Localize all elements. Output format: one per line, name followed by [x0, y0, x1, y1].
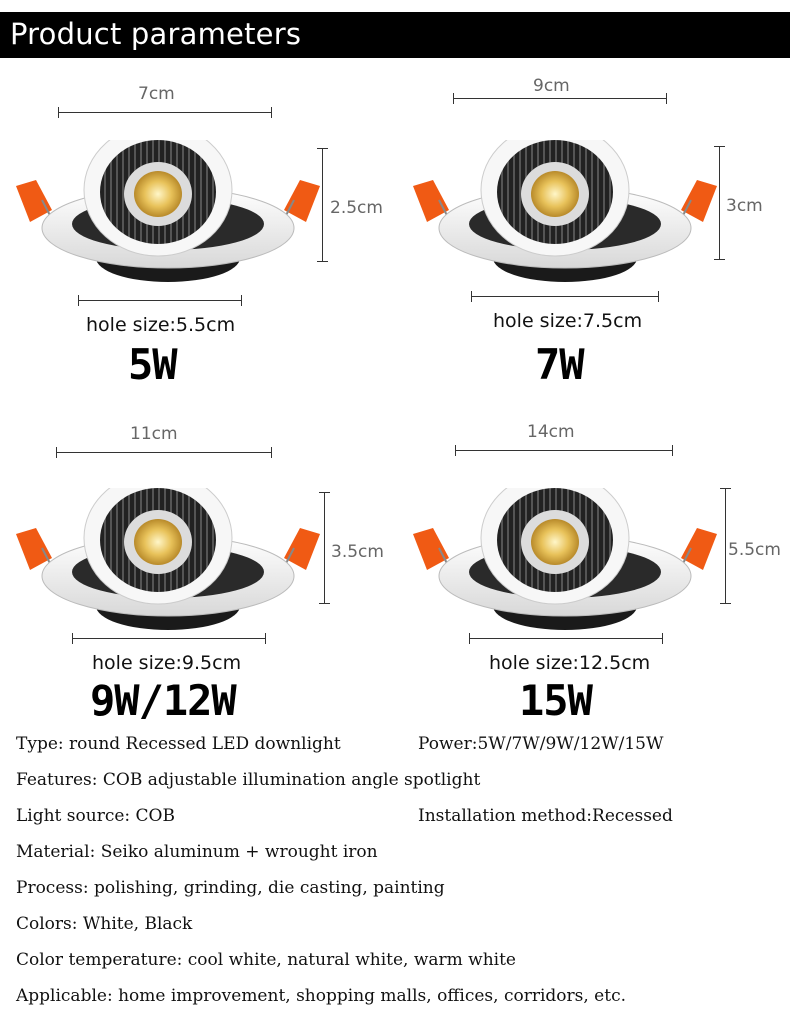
spec-applicable: Applicable: home improvement, shopping malls, offices, corridors, etc. — [16, 986, 626, 1006]
downlight-image — [405, 140, 725, 290]
height-dimension-line — [719, 146, 720, 260]
wattage-label: 5W — [128, 340, 177, 389]
hole-size-label: hole size:12.5cm — [489, 652, 651, 674]
product-card-7w — [395, 60, 790, 400]
product-card-5w — [0, 60, 395, 400]
wattage-label: 7W — [535, 340, 584, 389]
width-label: 11cm — [130, 424, 178, 444]
height-label: 5.5cm — [728, 540, 781, 560]
height-dimension-line — [322, 148, 323, 262]
width-dimension-line — [56, 452, 272, 453]
width-dimension-line — [58, 112, 272, 113]
spec-color-temperature: Color temperature: cool white, natural white, warm white — [16, 950, 516, 970]
hole-dimension-line — [471, 296, 659, 297]
hole-dimension-line — [469, 638, 663, 639]
spec-light-source: Light source: COB — [16, 806, 175, 826]
width-label: 14cm — [527, 422, 575, 442]
height-label: 2.5cm — [330, 198, 383, 218]
width-label: 9cm — [533, 76, 570, 96]
hole-size-label: hole size:5.5cm — [86, 314, 236, 336]
spec-features: Features: COB adjustable illumination angle spotlight — [16, 770, 481, 790]
height-dimension-line — [324, 492, 325, 604]
width-dimension-line — [455, 450, 673, 451]
page-title: Product parameters — [10, 17, 302, 51]
hole-size-label: hole size:7.5cm — [493, 310, 643, 332]
downlight-image — [405, 488, 725, 638]
header-bar — [0, 12, 790, 58]
height-label: 3cm — [726, 196, 763, 216]
hole-dimension-line — [72, 638, 266, 639]
spec-colors: Colors: White, Black — [16, 914, 193, 934]
hole-size-label: hole size:9.5cm — [92, 652, 242, 674]
spec-power: Power:5W/7W/9W/12W/15W — [418, 734, 664, 754]
height-dimension-line — [725, 488, 726, 604]
product-card-15w — [395, 400, 790, 740]
spec-material: Material: Seiko aluminum + wrought iron — [16, 842, 378, 862]
width-dimension-line — [453, 98, 667, 99]
height-label: 3.5cm — [331, 542, 384, 562]
spec-installation: Installation method:Recessed — [418, 806, 673, 826]
product-card-9w-12w — [0, 400, 395, 740]
wattage-label: 9W/12W — [90, 676, 236, 725]
downlight-image — [8, 488, 328, 638]
hole-dimension-line — [78, 300, 242, 301]
spec-process: Process: polishing, grinding, die casting, painting — [16, 878, 445, 898]
wattage-label: 15W — [519, 676, 592, 725]
spec-type: Type: round Recessed LED downlight — [16, 734, 341, 754]
width-label: 7cm — [138, 84, 175, 104]
downlight-image — [8, 140, 328, 290]
